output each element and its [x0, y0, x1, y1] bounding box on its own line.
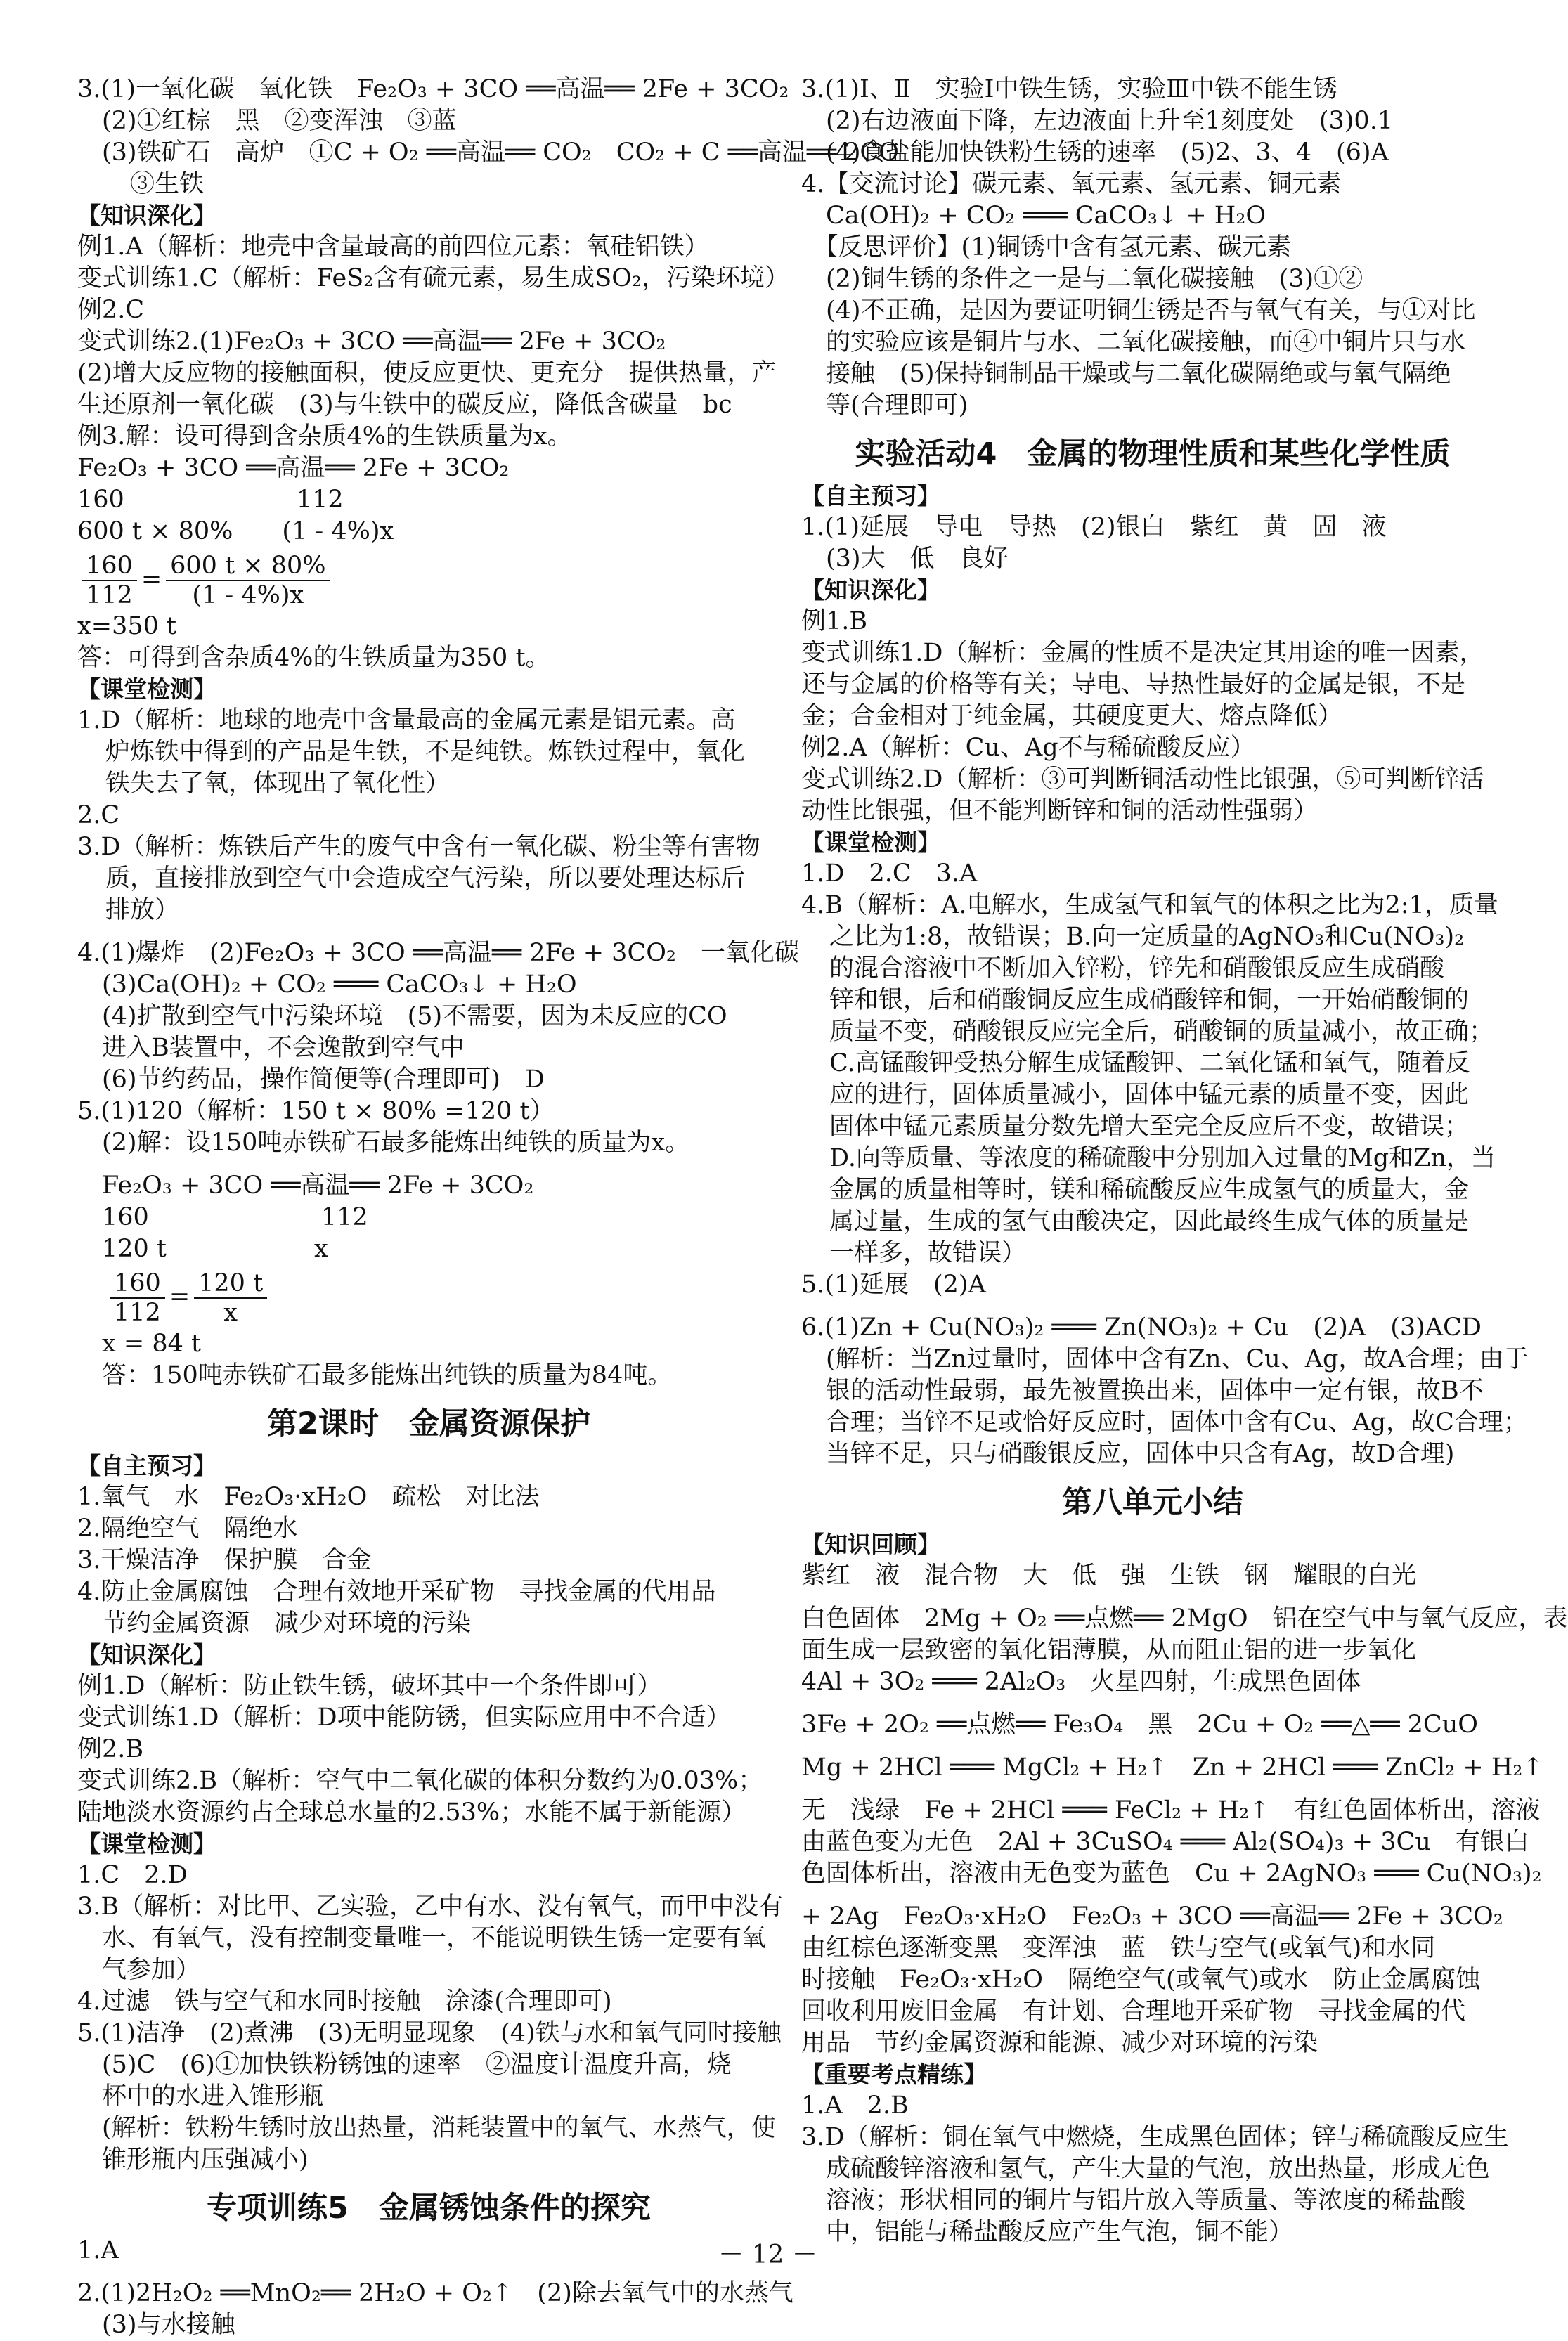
- answer-line: Ca(OH)₂ + CO₂ ═══ CaCO₃↓ + H₂O: [801, 202, 1266, 230]
- fraction-equation: $\frac{160}{112}$ = $\frac{120 t}{x}$: [77, 1265, 780, 1328]
- answer-line: 2.(1)2H₂O₂ ══MnO₂══ 2H₂O + O₂↑ (2)除去氧气中的水蒸气: [77, 2279, 793, 2307]
- answer-line: 4.防止金属腐蚀 合理有效地开采矿物 寻找金属的代用品: [77, 1578, 716, 1606]
- answer-line: 铁失去了氧，体现出了氧化性）: [105, 770, 451, 798]
- section-heading: 【课堂检测】: [77, 1830, 216, 1857]
- answer-line: 例2.B: [77, 1735, 144, 1763]
- answer-line: (2)解：设150吨赤铁矿石最多能炼出纯铁的质量为x。: [77, 1129, 690, 1157]
- answer-line: 6.(1)Zn + Cu(NO₃)₂ ═══ Zn(NO₃)₂ + Cu (2)A (3)ACD: [801, 1314, 1482, 1342]
- answer-line: 炉炼铁中得到的产品是生铁，不是纯铁。炼铁过程中，氧化: [105, 738, 746, 766]
- fraction-numerator: 120 t: [194, 1269, 267, 1299]
- section-heading: 【重要考点精练】: [801, 2061, 987, 2088]
- answer-line: 由蓝色变为无色 2Al + 3CuSO₄ ═══ Al₂(SO₄)₃ + 3Cu 有银白: [801, 1828, 1529, 1856]
- answer-line: 3.D（解析：炼铁后产生的废气中含有一氧化碳、粉尘等有害物: [77, 833, 760, 861]
- fraction: [110, 1269, 165, 1327]
- answer-line: 4.过滤 铁与空气和水同时接触 涂漆(合理即可): [77, 1987, 612, 2016]
- answer-line: 4.(1)爆炸 (2)Fe₂O₃ + 3CO ══高温══ 2Fe + 3CO₂ 一氧化碳: [77, 939, 799, 967]
- answer-line: 变式训练1.D（解析：金属的性质不是决定其用途的唯一因素，: [801, 639, 1484, 667]
- answer-line: 中，铝能与稀盐酸反应产生气泡，铜不能）: [801, 2218, 1294, 2246]
- answer-line: 回收利用废旧金属 有计划、合理地开采矿物 寻找金属的代: [801, 1997, 1466, 2025]
- answer-line: 质，直接排放到空气中会造成空气污染，所以要处理达标后: [105, 864, 746, 893]
- answer-line: 金；合金相对于纯金属，其硬度更大、熔点降低）: [801, 702, 1343, 730]
- answer-line: D.向等质量、等浓度的稀硫酸中分别加入过量的Mg和Zn，当: [829, 1144, 1496, 1172]
- answer-line: 等(合理即可): [801, 391, 968, 420]
- answer-block: [801, 1560, 1568, 2059]
- answer-line: 160 112: [77, 1203, 368, 1231]
- fraction-numerator: 600 t × 80%: [166, 552, 330, 581]
- answer-line: 的实验应该是铜片与水、二氧化碳接触，而④中铜片只与水: [801, 328, 1466, 356]
- answer-line: (2)铜生锈的条件之一是与二氧化碳接触 (3)①②: [801, 265, 1363, 293]
- answer-line: 例2.C: [77, 296, 145, 324]
- answer-line: 排放）: [105, 896, 180, 924]
- fraction: [194, 1269, 267, 1327]
- answer-line: 2.隔绝空气 隔绝水: [77, 1515, 298, 1543]
- answer-line: 杯中的水进入锥形瓶: [77, 2082, 324, 2110]
- answer-line: 紫红 液 混合物 大 低 强 生铁 钢 耀眼的白光: [801, 1562, 1417, 1590]
- answer-line: (3)铁矿石 高炉 ①C + O₂ ══高温══ CO₂ CO₂ + C ══高温══ 2CO: [77, 138, 899, 167]
- answer-line: 答：可得到含杂质4%的生铁质量为350 t。: [77, 644, 550, 672]
- fraction: [82, 552, 137, 609]
- answer-line: 4.【交流讨论】碳元素、氧元素、氢元素、铜元素: [801, 170, 1342, 198]
- answer-line: Fe₂O₃ + 3CO ══高温══ 2Fe + 3CO₂: [77, 1172, 534, 1200]
- answer-line: 3.(1)Ⅰ、Ⅱ 实验Ⅰ中铁生锈，实验Ⅲ中铁不能生锈: [801, 75, 1338, 103]
- answer-line: (3)大 低 良好: [801, 545, 1009, 573]
- answer-line: 属过量，生成的氢气由酸决定，因此最终生成气体的质量是: [829, 1207, 1470, 1236]
- section-heading: 【自主预习】: [77, 1452, 216, 1479]
- answer-line: 例1.B: [801, 607, 868, 635]
- answer-block: [801, 512, 1504, 575]
- section-heading: 【课堂检测】: [801, 829, 940, 856]
- answer-line: 答：150吨赤铁矿石最多能炼出纯铁的质量为84吨。: [77, 1361, 673, 1389]
- answer-line: 1.A 2.B: [801, 2092, 909, 2120]
- answer-line: 白色固体 2Mg + O₂ ══点燃══ 2MgO 铝在空气中与氧气反应，表: [801, 1604, 1568, 1633]
- answer-line: 例2.A（解析：Cu、Ag不与稀硫酸反应）: [801, 734, 1255, 762]
- answer-line: 质量不变，硝酸银反应完全后，硝酸铜的质量减小，故正确；: [829, 1018, 1494, 1046]
- answer-line: 陆地淡水资源约占全球总水量的2.53%；水能不属于新能源）: [77, 1798, 746, 1827]
- fraction-numerator: 160: [110, 1269, 165, 1299]
- answer-line: 应的进行，固体质量减小，固体中锰元素的质量不变，因此: [829, 1081, 1470, 1109]
- answer-line: 变式训练2.D（解析：③可判断铜活动性比银强，⑤可判断锌活: [801, 765, 1484, 793]
- answer-line: 生还原剂一氧化碳 (3)与生铁中的碳反应，降低含碳量 bc: [77, 391, 732, 419]
- answer-line: 变式训练1.D（解析：D项中能防锈，但实际应用中不合适）: [77, 1704, 731, 1732]
- answer-line: (解析：当Zn过量时，固体中含有Zn、Cu、Ag，故A合理；由于: [801, 1345, 1529, 1373]
- answer-line: 4Al + 3O₂ ═══ 2Al₂O₃ 火星四射，生成黑色固体: [801, 1668, 1361, 1696]
- answer-line: 的混合溶液中不断加入锌粉，锌先和硝酸银反应生成硝酸: [829, 954, 1445, 983]
- answer-block: [801, 2090, 1509, 2248]
- answer-block: [77, 1671, 780, 1829]
- answer-line: 1.D 2.C 3.A: [801, 860, 978, 888]
- answer-line: 2.C: [77, 801, 120, 829]
- answer-line: 600 t × 80% (1 - 4%)x: [77, 517, 394, 545]
- answer-block: [801, 858, 1529, 1470]
- answer-block: [801, 74, 1504, 422]
- answer-line: 当锌不足，只与硝酸银反应，固体中只含有Ag，故D合理): [801, 1440, 1455, 1468]
- answer-block: [77, 231, 789, 547]
- answer-line: (3)Ca(OH)₂ + CO₂ ═══ CaCO₃↓ + H₂O: [77, 971, 577, 999]
- answer-line: 固体中锰元素质量分数先增大至完全反应后不变，故错误；: [829, 1113, 1470, 1141]
- fraction-numerator: 160: [82, 552, 137, 581]
- answer-line: 锌和银，后和硝酸铜反应生成硝酸锌和铜，一开始硝酸铜的: [829, 986, 1470, 1014]
- answer-line: 1.氧气 水 Fe₂O₃·xH₂O 疏松 对比法: [77, 1483, 540, 1511]
- answer-line: (2)右边液面下降，左边液面上升至1刻度处 (3)0.1: [801, 107, 1394, 135]
- answer-line: 5.(1)延展 (2)A: [801, 1271, 986, 1299]
- answer-line: Fe₂O₃ + 3CO ══高温══ 2Fe + 3CO₂: [77, 454, 510, 482]
- fraction-denominator: 112: [114, 1298, 161, 1327]
- section-title: 第2课时 金属资源保护: [267, 1406, 590, 1441]
- answer-block: [77, 1860, 784, 2176]
- answer-line: 水、有氧气，没有控制变量唯一，不能说明铁生锈一定要有氧: [77, 1924, 767, 1952]
- page-number: － 12 －: [718, 2241, 817, 2269]
- answer-block: [77, 611, 780, 674]
- answer-line: 时接触 Fe₂O₃·xH₂O 隔绝空气(或氧气)或水 防止金属腐蚀: [801, 1966, 1481, 1994]
- section-title: 第八单元小结: [1062, 1485, 1243, 1520]
- answer-line: 3.B（解析：对比甲、乙实验，乙中有水、没有氧气，而甲中没有: [77, 1893, 784, 1921]
- answer-line: 合理；当锌不足或恰好反应时，固体中含有Cu、Ag，故C合理；: [801, 1408, 1528, 1437]
- answer-line: 3Fe + 2O₂ ══点燃══ Fe₃O₄ 黑 2Cu + O₂ ══△══ 2CuO: [801, 1711, 1478, 1739]
- fraction-equation: $\frac{160}{112}$ = $\frac{600 t \times 80\%}{(1 - 4\%)x}$: [77, 547, 780, 611]
- section-title: 实验活动4 金属的物理性质和某些化学性质: [855, 436, 1451, 472]
- answer-line: (2)①红棕 黑 ②变浑浊 ③蓝: [77, 107, 457, 135]
- answer-line: 1.(1)延展 导电 导热 (2)银白 紫红 黄 固 液: [801, 513, 1387, 541]
- answer-line: 1.D（解析：地球的地壳中含量最高的金属元素是铝元素。高: [77, 706, 736, 734]
- answer-line: 无 浅绿 Fe + 2HCl ═══ FeCl₂ + H₂↑ 有红色固体析出，溶液: [801, 1796, 1541, 1824]
- answer-line: (5)C (6)①加快铁粉锈蚀的速率 ②温度计温度升高，烧: [77, 2051, 732, 2079]
- section-heading: 【知识深化】: [77, 202, 216, 229]
- section-title: 专项训练5 金属锈蚀条件的探究: [207, 2191, 651, 2226]
- answer-line: 银的活动性最弱，最先被置换出来，固体中一定有银，故B不: [801, 1377, 1484, 1405]
- answer-line: 3.(1)一氧化碳 氧化铁 Fe₂O₃ + 3CO ══高温══ 2Fe + 3CO₂: [77, 75, 789, 103]
- answer-line: 变式训练1.C（解析：FeS₂含有硫元素，易生成SO₂，污染环境）: [77, 264, 789, 292]
- right-column: [801, 74, 1568, 2248]
- answer-line: 动性比银强，但不能判断锌和铜的活动性强弱）: [801, 797, 1318, 825]
- answer-line: Mg + 2HCl ═══ MgCl₂ + H₂↑ Zn + 2HCl ═══ ZnCl₂ + H₂↑: [801, 1753, 1543, 1782]
- answer-line: 一样多，故错误）: [829, 1239, 1027, 1267]
- answer-line: 之比为1:8，故错误；B.向一定质量的AgNO₃和Cu(NO₃)₂: [829, 923, 1465, 951]
- answer-line: 【反思评价】(1)铜锈中含有氢元素、碳元素: [801, 233, 1292, 261]
- fraction-denominator: x: [223, 1298, 238, 1327]
- answer-line: ③生铁: [105, 170, 205, 198]
- answer-block: [77, 705, 799, 1265]
- answer-line: 5.(1)洁净 (2)煮沸 (3)无明显现象 (4)铁与水和氧气同时接触: [77, 2019, 782, 2047]
- fraction-denominator: 112: [86, 581, 133, 609]
- answer-line: (解析：铁粉生锈时放出热量，消耗装置中的氧气、水蒸气，使: [77, 2114, 776, 2142]
- section-heading: 【课堂检测】: [77, 675, 216, 703]
- answer-line: 3.干燥洁净 保护膜 合金: [77, 1546, 372, 1574]
- answer-line: 3.D（解析：铜在氧气中燃烧，生成黑色固体；锌与稀硫酸反应生: [801, 2123, 1509, 2151]
- section-heading: 【知识深化】: [77, 1641, 216, 1668]
- answer-line: + 2Ag Fe₂O₃·xH₂O Fe₂O₃ + 3CO ══高温══ 2Fe + 3CO₂: [801, 1902, 1503, 1931]
- answer-line: 120 t x: [77, 1235, 328, 1263]
- answer-line: 进入B装置中，不会逸散到空气中: [77, 1034, 465, 1062]
- answer-block: [801, 606, 1504, 827]
- answer-line: C.高锰酸钾受热分解生成锰酸钾、二氧化锰和氧气，随着反: [829, 1049, 1470, 1077]
- section-heading: 【知识回顾】: [801, 1531, 940, 1558]
- answer-line: 变式训练2.B（解析：空气中二氧化碳的体积分数约为0.03%；: [77, 1767, 763, 1795]
- answer-line: (6)节约药品，操作简便等(合理即可) D: [77, 1065, 545, 1094]
- answer-line: 成硫酸锌溶液和氢气，产生大量的气泡，放出热量，形成无色: [801, 2155, 1491, 2183]
- answer-line: 由红棕色逐渐变黑 变浑浊 蓝 铁与空气(或氧气)和水同: [801, 1934, 1436, 1962]
- answer-line: (4)不正确，是因为要证明铜生锈是否与氧气有关，与①对比: [801, 297, 1476, 325]
- answer-line: 变式训练2.(1)Fe₂O₃ + 3CO ══高温══ 2Fe + 3CO₂: [77, 328, 666, 356]
- answer-line: 例1.D（解析：防止铁生锈，破坏其中一个条件即可）: [77, 1672, 662, 1700]
- answer-line: (4)食盐能加快铁粉生锈的速率 (5)2、3、4 (6)A: [801, 138, 1389, 167]
- fraction-denominator: (1 - 4%)x: [192, 581, 304, 609]
- answer-line: 金属的质量相等时，镁和稀硫酸反应生成氢气的质量大，金: [829, 1176, 1470, 1204]
- answer-block: [77, 1328, 780, 1392]
- answer-block: [77, 74, 899, 200]
- answer-line: 面生成一层致密的氧化铝薄膜，从而阻止铝的进一步氧化: [801, 1636, 1417, 1664]
- answer-line: (4)扩散到空气中污染环境 (5)不需要，因为未反应的CO: [77, 1002, 727, 1030]
- answer-line: 5.(1)120（解析：150 t × 80% =120 t）: [77, 1097, 555, 1125]
- answer-line: x=350 t: [77, 612, 177, 640]
- answer-line: 接触 (5)保持铜制品干燥或与二氧化碳隔绝或与氧气隔绝: [801, 360, 1451, 388]
- answer-line: 1.C 2.D: [77, 1861, 188, 1889]
- answer-line: 1.A: [77, 2236, 119, 2264]
- answer-line: 锥形瓶内压强减小): [77, 2146, 309, 2174]
- section-heading: 【自主预习】: [801, 482, 940, 510]
- answer-line: 溶液；形状相同的铜片与铝片放入等质量、等浓度的稀盐酸: [801, 2186, 1466, 2214]
- answer-line: 4.B（解析：A.电解水，生成氢气和氧气的体积之比为2:1，质量: [801, 891, 1498, 919]
- section-heading: 【知识深化】: [801, 576, 940, 604]
- answer-line: 用品 节约金属资源和能源、减少对环境的污染: [801, 2029, 1318, 2057]
- answer-line: 还与金属的价格等有关；导电、导热性最好的金属是银，不是: [801, 670, 1466, 699]
- answer-line: 160 112: [77, 486, 344, 514]
- answer-line: (2)增大反应物的接触面积，使反应更快、更充分 提供热量，产: [77, 359, 777, 387]
- answer-line: 节约金属资源 减少对环境的污染: [77, 1609, 472, 1638]
- answer-line: (3)与水接触: [77, 2311, 235, 2339]
- answer-line: 例3.解：设可得到含杂质4%的生铁质量为x。: [77, 422, 572, 450]
- answer-line: 气参加）: [77, 1956, 201, 1984]
- answer-line: 色固体析出，溶液由无色变为蓝色 Cu + 2AgNO₃ ═══ Cu(NO₃)₂: [801, 1860, 1542, 1888]
- answer-line: x = 84 t: [77, 1330, 202, 1358]
- answer-block: [77, 1481, 780, 1640]
- answer-line: 例1.A（解析：地壳中含量最高的前四位元素：氧硅铝铁）: [77, 233, 709, 261]
- fraction: [166, 552, 330, 609]
